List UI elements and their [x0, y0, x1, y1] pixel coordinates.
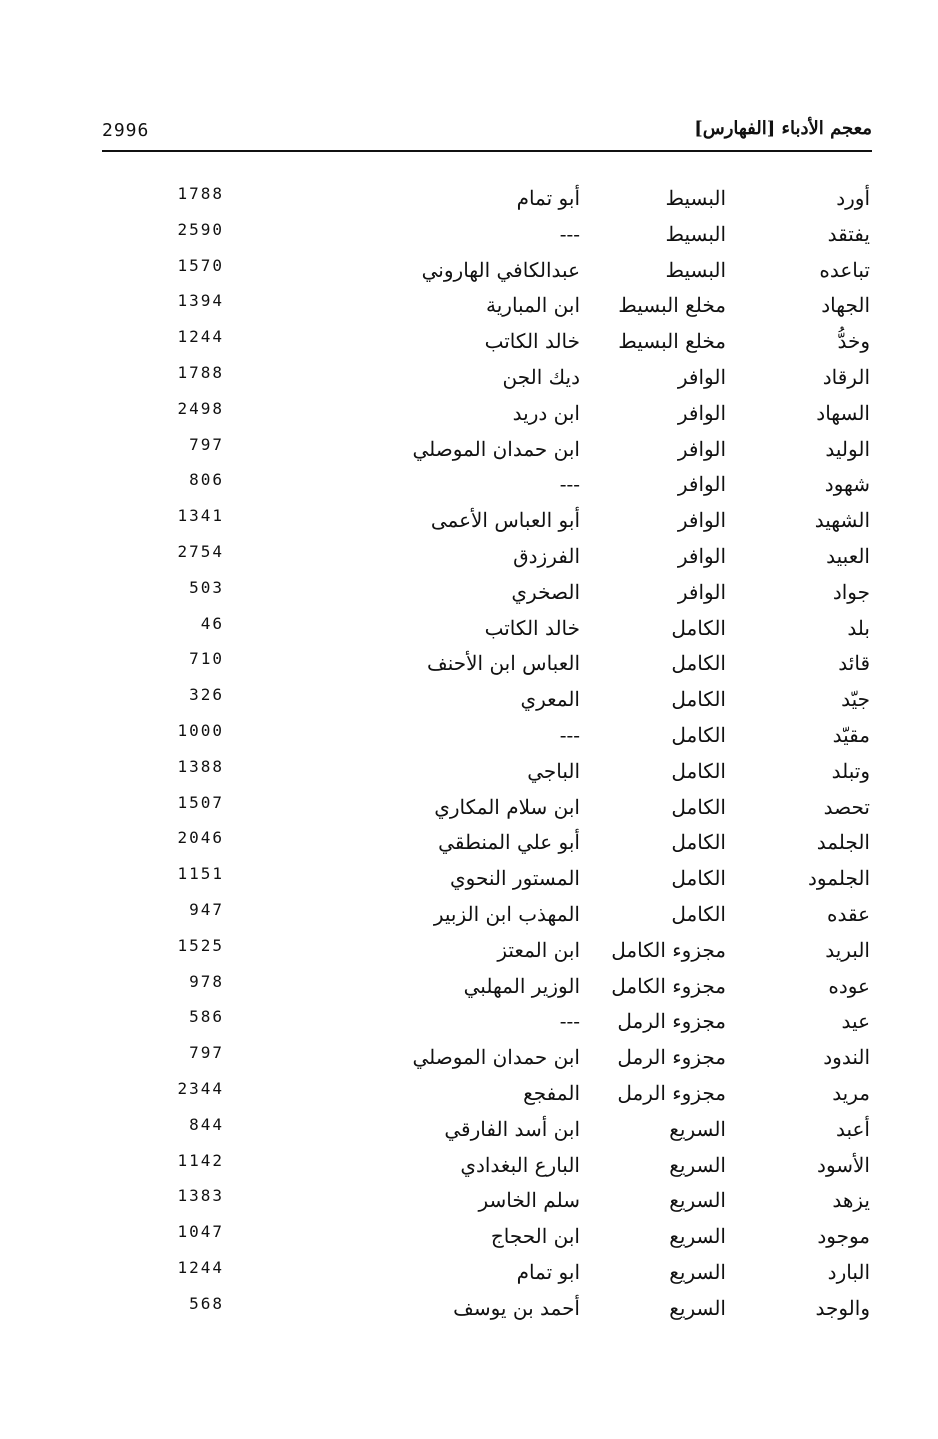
- poetic-meter: السريع: [669, 1224, 726, 1249]
- page-reference: 586: [189, 1007, 224, 1027]
- poet-name: ابن الحجاج: [490, 1224, 580, 1249]
- page-reference: 710: [189, 649, 224, 669]
- poetic-meter: الكامل: [671, 794, 726, 819]
- poetic-meter: الكامل: [671, 687, 726, 712]
- poetic-meter: البسيط: [665, 257, 726, 282]
- poetic-meter: الكامل: [671, 722, 726, 747]
- rhyme-word: يزهد: [832, 1188, 870, 1213]
- poetic-meter: الوافر: [677, 579, 726, 604]
- table-row: [0, 610, 938, 646]
- rhyme-word: العبيد: [826, 543, 870, 568]
- poetic-meter: السريع: [669, 1152, 726, 1177]
- poetic-meter: الوافر: [677, 364, 726, 389]
- rhyme-word: وتبلد: [831, 758, 870, 783]
- poet-name: العباس ابن الأحنف: [427, 651, 580, 676]
- poetic-meter: البسيط: [665, 221, 726, 246]
- poetic-meter: السريع: [669, 1259, 726, 1284]
- poet-name: الباجي: [527, 758, 580, 783]
- poet-name: الصخري: [511, 579, 580, 604]
- poet-name: المستور النحوي: [449, 866, 580, 891]
- page-reference: 2498: [177, 398, 224, 418]
- poetic-meter: مجزوء الرمل: [617, 1080, 726, 1105]
- table-row: [0, 1039, 938, 1075]
- rhyme-word: الجلمد: [816, 830, 870, 855]
- table-row: [0, 824, 938, 860]
- poetic-meter: البسيط: [665, 186, 726, 210]
- poetic-meter: الكامل: [671, 758, 726, 783]
- poet-name: سلم الخاسر: [478, 1188, 580, 1213]
- poet-name: ديك الجن: [502, 364, 580, 389]
- poet-name: أبو تمام: [516, 186, 580, 210]
- poet-name: البارع البغدادي: [460, 1152, 580, 1177]
- page-reference: 797: [189, 1043, 224, 1063]
- rhyme-word: مريد: [832, 1080, 870, 1105]
- poet-name: ---: [559, 472, 580, 497]
- page-reference: 1788: [177, 184, 224, 203]
- table-row: [0, 1218, 938, 1254]
- table-row: [0, 896, 938, 932]
- poetic-meter: الوافر: [677, 400, 726, 425]
- page-reference: 1341: [177, 506, 224, 526]
- poet-name: خالد الكاتب: [484, 329, 580, 354]
- poet-name: ابن المبارية: [486, 293, 580, 318]
- rhyme-word: أعبد: [835, 1116, 870, 1141]
- page-reference: 1151: [177, 864, 224, 884]
- rhyme-word: يفتقد: [827, 221, 870, 246]
- poet-name: الفرزدق: [513, 543, 580, 568]
- page-reference: 2590: [177, 219, 224, 239]
- poet-name: أبو علي المنطقي: [438, 830, 580, 855]
- poet-name: ابو تمام: [516, 1259, 580, 1284]
- table-row: [0, 645, 938, 681]
- table-row: [0, 1075, 938, 1111]
- poet-name: ---: [559, 1009, 580, 1034]
- table-row: [0, 287, 938, 323]
- table-row: [0, 860, 938, 896]
- poet-name: ابن سلام المكاري: [434, 794, 580, 819]
- page-reference: 1570: [177, 255, 224, 275]
- poetic-meter: السريع: [669, 1116, 726, 1141]
- table-row: [0, 1111, 938, 1147]
- book-title: معجم الأدباء [الفهارس]: [694, 118, 872, 139]
- table-row: [0, 681, 938, 717]
- poetic-meter: الوافر: [677, 508, 726, 533]
- poetic-meter: مجزوء الرمل: [617, 1045, 726, 1070]
- rhyme-word: قائد: [838, 651, 870, 676]
- page-reference: 1788: [177, 362, 224, 382]
- rhyme-word: البريد: [825, 937, 870, 962]
- rhyme-word: تحصد: [823, 794, 870, 819]
- rhyme-word: أورد: [836, 186, 870, 210]
- rhyme-word: وخدُّ: [837, 329, 870, 354]
- page-reference: 2344: [177, 1078, 224, 1098]
- table-row: [0, 1003, 938, 1039]
- rhyme-word: الوليد: [825, 436, 870, 461]
- table-row: [0, 431, 938, 467]
- poetic-meter: الكامل: [671, 651, 726, 676]
- rhyme-word: مقيّد: [832, 722, 870, 747]
- rhyme-word: موجود: [817, 1224, 870, 1249]
- poet-name: ابن أسد الفارقي: [444, 1116, 580, 1141]
- table-row: [0, 753, 938, 789]
- page-reference: 2754: [177, 541, 224, 561]
- poet-name: خالد الكاتب: [484, 615, 580, 640]
- poet-name: المفجع: [523, 1080, 580, 1105]
- poetic-meter: الوافر: [677, 543, 726, 568]
- table-row: [0, 574, 938, 610]
- table-row: [0, 789, 938, 825]
- table-row: [0, 1182, 938, 1218]
- page-reference: 503: [189, 577, 224, 597]
- rhyme-word: جيّد: [841, 687, 870, 712]
- table-row: [0, 359, 938, 395]
- rhyme-word: الشهيد: [814, 508, 870, 533]
- rhyme-word: بلد: [847, 615, 870, 640]
- page-reference: 1000: [177, 720, 224, 740]
- table-row: [0, 466, 938, 502]
- poet-name: أحمد بن يوسف: [453, 1295, 580, 1320]
- table-row: [0, 395, 938, 431]
- poetic-meter: السريع: [669, 1188, 726, 1213]
- poet-name: ابن حمدان الموصلي: [412, 1045, 580, 1070]
- page-reference: 844: [189, 1114, 224, 1134]
- poet-name: ابن حمدان الموصلي: [412, 436, 580, 461]
- page-reference: 797: [189, 434, 224, 454]
- poetic-meter: مجزوء الكامل: [611, 973, 726, 998]
- table-row: [0, 1254, 938, 1290]
- rhyme-word: الرقاد: [822, 364, 870, 389]
- poetic-meter: الوافر: [677, 472, 726, 497]
- rhyme-word: شهود: [824, 472, 870, 497]
- poetic-meter: مخلع البسيط: [618, 293, 726, 318]
- page-header: [102, 116, 872, 152]
- poet-name: عبدالكافي الهاروني: [421, 257, 580, 282]
- rhyme-word: عوده: [828, 973, 870, 998]
- poet-name: المعري: [520, 687, 580, 712]
- rhyme-word: جواد: [832, 579, 870, 604]
- page-reference: 806: [189, 470, 224, 490]
- poet-name: الوزير المهلبي: [463, 973, 580, 998]
- rhyme-word: السهاد: [816, 400, 870, 425]
- poetic-meter: السريع: [669, 1295, 726, 1320]
- poetic-meter: مخلع البسيط: [618, 329, 726, 354]
- table-row: [0, 252, 938, 288]
- page-reference: 46: [200, 613, 224, 633]
- rhyme-word: والوجد: [815, 1295, 870, 1320]
- poetic-meter: مجزوء الكامل: [611, 937, 726, 962]
- poet-name: ---: [559, 722, 580, 747]
- table-row: [0, 502, 938, 538]
- page-reference: 947: [189, 899, 224, 919]
- poet-name: ابن دريد: [512, 400, 580, 425]
- table-row: [0, 538, 938, 574]
- rhyme-word: عيد: [841, 1009, 870, 1034]
- poet-name: ابن المعتز: [497, 937, 580, 962]
- poet-name: ---: [559, 221, 580, 246]
- page-reference: 1388: [177, 756, 224, 776]
- table-row: [0, 1290, 938, 1326]
- rhyme-word: الجهاد: [821, 293, 870, 318]
- table-row: [0, 323, 938, 359]
- index-table: [0, 180, 938, 1326]
- page-reference: 1525: [177, 935, 224, 955]
- poetic-meter: الكامل: [671, 866, 726, 891]
- page-reference: 1244: [177, 1257, 224, 1277]
- page-number: 2996: [102, 120, 150, 141]
- rhyme-word: الجلمود: [808, 866, 870, 891]
- page-reference: 1244: [177, 327, 224, 347]
- page-reference: 1047: [177, 1222, 224, 1242]
- poetic-meter: الكامل: [671, 901, 726, 926]
- rhyme-word: الندود: [823, 1045, 870, 1070]
- rhyme-word: البارد: [827, 1259, 870, 1284]
- rhyme-word: تباعده: [819, 257, 870, 282]
- table-row: [0, 968, 938, 1004]
- table-row: [0, 932, 938, 968]
- page-reference: 568: [189, 1293, 224, 1313]
- poetic-meter: الكامل: [671, 830, 726, 855]
- table-row: [0, 1147, 938, 1183]
- poet-name: أبو العباس الأعمى: [430, 508, 580, 533]
- page-reference: 1507: [177, 792, 224, 812]
- page-reference: 1383: [177, 1186, 224, 1206]
- page-reference: 2046: [177, 828, 224, 848]
- poetic-meter: مجزوء الرمل: [617, 1009, 726, 1034]
- page-reference: 326: [189, 685, 224, 705]
- poetic-meter: الكامل: [671, 615, 726, 640]
- table-row: [0, 216, 938, 252]
- table-row: [0, 717, 938, 753]
- poet-name: المهذب ابن الزبير: [433, 901, 580, 926]
- page-reference: 1394: [177, 291, 224, 311]
- rhyme-word: الأسود: [817, 1152, 870, 1177]
- poetic-meter: الوافر: [677, 436, 726, 461]
- rhyme-word: عقده: [826, 901, 870, 926]
- page-reference: 1142: [177, 1150, 224, 1170]
- table-row: [0, 180, 938, 216]
- page-reference: 978: [189, 971, 224, 991]
